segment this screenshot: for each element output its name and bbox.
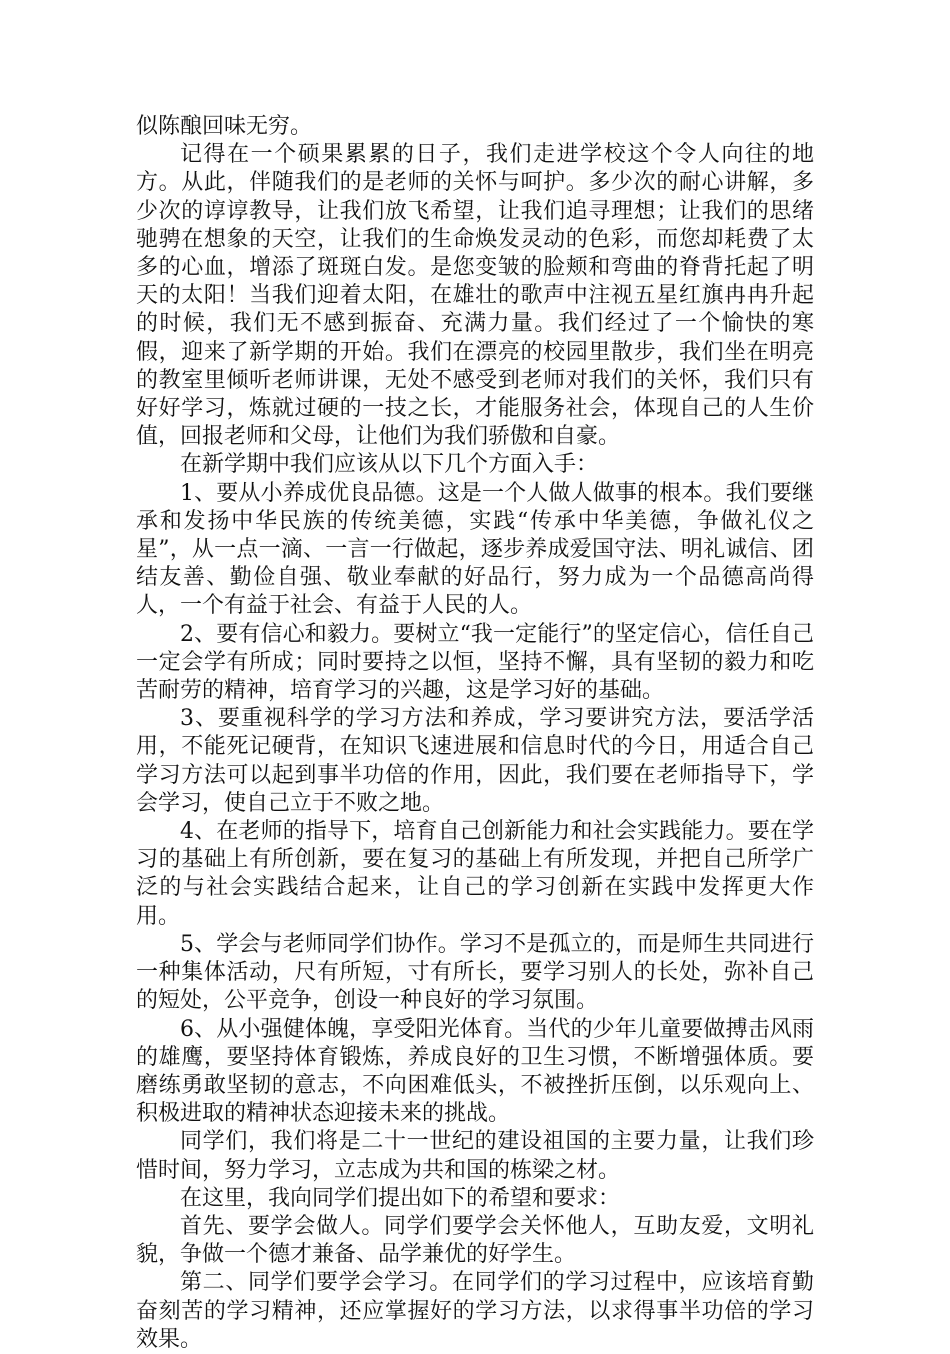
paragraph-item-1-morality: 1、要从小养成优良品德。这是一个人做人做事的根本。我们要继承和发扬中华民族的传统美德，实践“传承中华美德，争做礼仪之星”，从一点一滴、一言一行做起，逐步养成爱国守法、明礼诚信、团结友善、勤俭自强、敬业奉献的好品行，努力成为一个品德高尚得人，一个有益于社会、有益于人民的人。 <box>136 480 814 619</box>
paragraph-item-3-methods: 3、要重视科学的学习方法和养成，学习要讲究方法，要活学活用，不能死记硬背，在知识飞速进展和信息时代的今日，用适合自己学习方法可以起到事半功倍的作用，因此，我们要在老师指导下，学会学习，使自己立于不败之地。 <box>136 706 814 816</box>
paragraph-item-2-confidence: 2、要有信心和毅力。要树立“我一定能行”的坚定信心，信任自己一定会学有所成；同时要持之以恒，坚持不懈，具有坚韧的毅力和吃苦耐劳的精神，培育学习的兴趣，这是学习好的基础。 <box>136 621 814 704</box>
paragraph-classmates: 同学们，我们将是二十一世纪的建设祖国的主要力量，让我们珍惜时间，努力学习，立志成为共和国的栋梁之材。 <box>136 1129 814 1183</box>
paragraph-second-learning: 第二、同学们要学会学习。在同学们的学习过程中，应该培育勤奋刻苦的学习精神，还应掌握好的学习方法，以求得事半功倍的学习效果。 <box>136 1270 814 1352</box>
paragraph-continuation: 似陈酿回味无穷。 <box>136 114 313 139</box>
paragraph-hopes-intro: 在这里，我向同学们提出如下的希望和要求： <box>180 1185 621 1211</box>
paragraph-item-6-fitness: 6、从小强健体魄，享受阳光体育。当代的少年儿童要做搏击风雨的雄鹰，要坚持体育锻炼，养成良好的卫生习惯，不断增强体质。要磨练勇敢坚韧的意志，不向困难低头，不被挫折压倒，以乐观向上、积极进取的精神状态迎接未来的挑战。 <box>136 1016 814 1127</box>
document-body <box>136 113 814 1354</box>
paragraph-item-4-innovation: 4、在老师的指导下，培育自己创新能力和社会实践能力。要在学习的基础上有所创新，要在复习的基础上有所发现，并把自己所学广泛的与社会实践结合起来，让自己的学习创新在实践中发挥更大作用。 <box>136 819 814 929</box>
paragraph-school-memories: 记得在一个硕果累累的日子，我们走进学校这个令人向往的地方。从此，伴随我们的是老师的关怀与呵护。多少次的耐心讲解，多少次的谆谆教导，让我们放飞希望，让我们追寻理想；让我们的思绪驰骋在想象的天空，让我们的生命焕发灵动的色彩，而您却耗费了太多的心血，增添了斑斑白发。是您变皱的脸颊和弯曲的脊背托起了明天的太阳！当我们迎着太阳，在雄壮的歌声中注视五星红旗冉冉升起的时候，我们无不感到振奋、充满力量。我们经过了一个愉快的寒假，迎来了新学期的开始。我们在漂亮的校园里散步，我们坐在明亮的教室里倾听老师讲课，无处不感受到老师对我们的关怀，我们只有好好学习，炼就过硬的一技之长，才能服务社会，体现自己的人生价值，回报老师和父母，让他们为我们骄傲和自豪。 <box>136 142 814 450</box>
paragraph-item-5-cooperation: 5、学会与老师同学们协作。学习不是孤立的，而是师生共同进行一种集体活动，尺有所短，寸有所长，要学习别人的长处，弥补自己的短处，公平竞争，创设一种良好的学习氛围。 <box>136 931 814 1014</box>
paragraph-first-conduct: 首先、要学会做人。同学们要学会关怀他人，互助友爱，文明礼貌，争做一个德才兼备、品学兼优的好学生。 <box>136 1213 814 1268</box>
paragraph-intro-aspects: 在新学期中我们应该从以下几个方面入手： <box>180 452 599 478</box>
